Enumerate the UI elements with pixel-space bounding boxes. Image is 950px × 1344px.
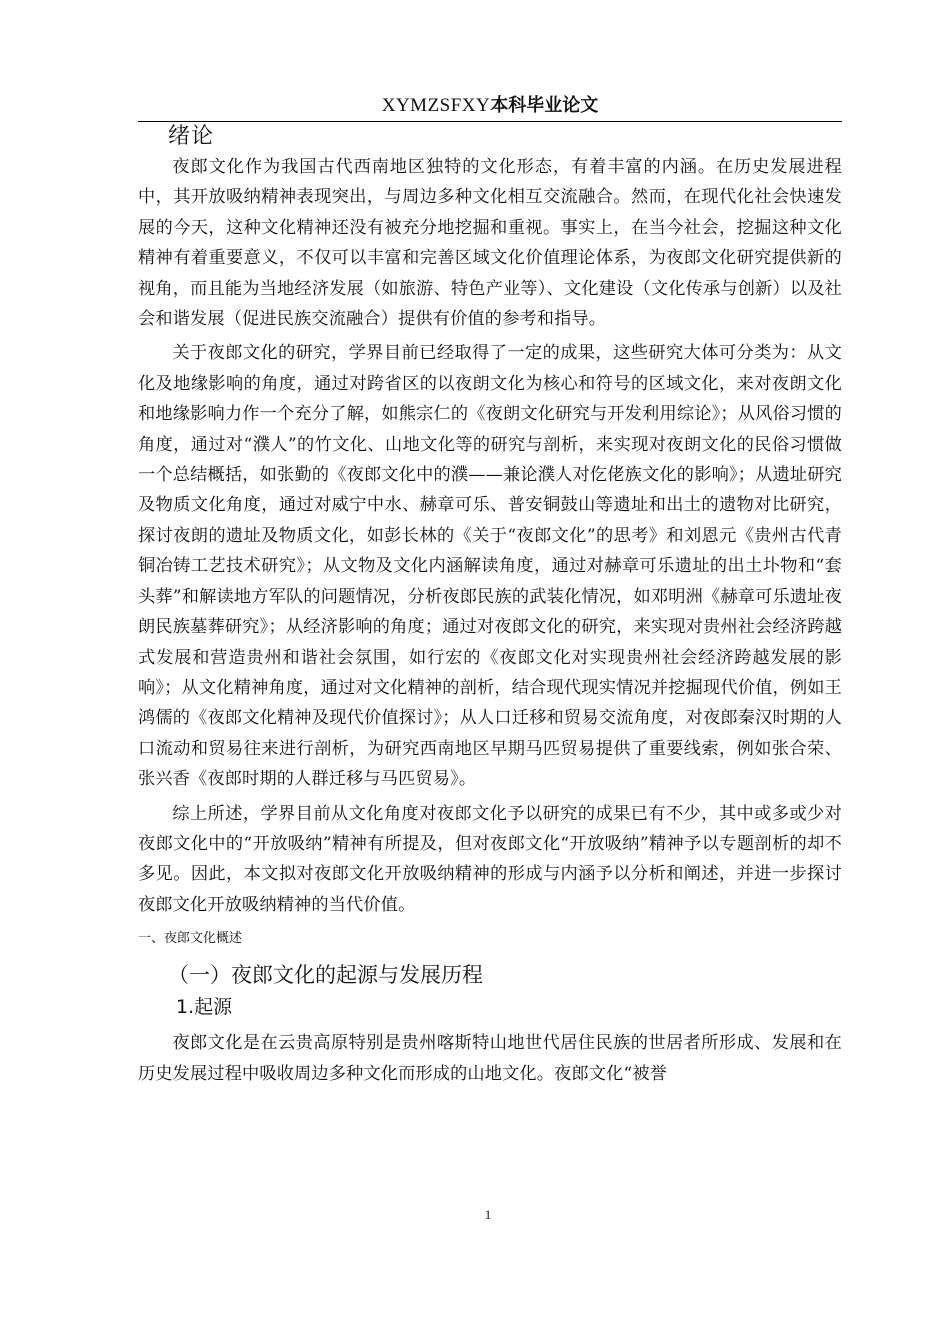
subsection-heading: （一）夜郎文化的起源与发展历程 bbox=[168, 963, 483, 988]
origin-paragraph: 夜郎文化是在云贵高原特别是贵州喀斯特山地世代居住民族的世居者所形成、发展和在历史发展过程中吸收周边多种文化而形成的山地文化。夜郎文化“被誉 bbox=[138, 1033, 842, 1084]
page-number: 1 bbox=[484, 1207, 492, 1222]
intro-paragraph-3: 综上所述，学界目前从文化角度对夜郎文化予以研究的成果已有不少，其中或多或少对夜郎文化中的“开放吸纳”精神有所提及，但对夜郎文化“开放吸纳”精神予以专题剖析的却不多见。因此，本文拟对夜郎文化开放吸纳精神的形成与内涵予以分析和阐述，并进一步探讨夜郎文化开放吸纳精神的当代价值。 bbox=[138, 803, 842, 915]
document-body bbox=[138, 122, 842, 1089]
section-1-heading: 一、夜郎文化概述 bbox=[138, 931, 243, 947]
subsubsection-heading: 1.起源 bbox=[176, 996, 233, 1019]
header-label: 本科毕业论文 bbox=[490, 95, 599, 116]
header-code: XYMZSFXY bbox=[381, 95, 491, 116]
intro-paragraph-2: 关于夜郎文化的研究，学界目前已经取得了一定的成果，这些研究大体可分类为：从文化及地缘影响的角度，通过对跨省区的以夜朗文化为核心和符号的区域文化，来对夜朗文化和地缘影响力作一个充分了解，如熊宗仁的《夜朗文化研究与开发利用综论》；从风俗习惯的角度，通过对“濮人”的竹文化、山地文化等的研究与剖析，来实现对夜朗文化的民俗习惯做一个总结概括，如张勤的《夜郎文化中的濮——兼论濮人对仡佬族文化的影响》；从遗址研究及物质文化角度，通过对威宁中水、赫章可乐、普安铜鼓山等遗址和出土的遗物对比研究，探讨夜朗的遗址及物质文化，如彭长林的《关于“夜郎文化”的思考》和刘恩元《贵州古代青铜冶铸工艺技术研究》；从文物及文化内涵解读角度，通过对赫章可乐遗址的出土圤物和“套头葬”和解读地方军队的问题情况，分析夜郎民族的武装化情况，如邓明洲《赫章可乐遗址夜朗民族墓葬研究》；从经济影响的角度；通过对夜郎文化的研究，来实现对贵州社会经济跨越式发展和营造贵州和谐社会氛围，如行宏的《夜郎文化对实现贵州社会经济跨越发展的影响》；从文化精神角度，通过对文化精神的剖析，结合现代现实情况并挖掘现代价值，例如王鸿儒的《夜郎文化精神及现代价值探讨》；从人口迁移和贸易交流角度，对夜郎秦汉时期的人口流动和贸易往来进行剖析，为研究西南地区早期马匹贸易提供了重要线索，例如张合荣、张兴香《夜郎时期的人群迁移与马匹贸易》。 bbox=[138, 343, 842, 790]
intro-heading: 绪论 bbox=[168, 124, 215, 149]
intro-paragraph-1: 夜郎文化作为我国古代西南地区独特的文化形态，有着丰富的内涵。在历史发展进程中，其开放吸纳精神表现突出，与周边多种文化相互交流融合。然而，在现代化社会快速发展的今天，这种文化精神还没有被充分地挖掘和重视。事实上，在当今社会，挖掘这种文化精神有着重要意义，不仅可以丰富和完善区域文化价值理论体系，为夜郎文化研究提供新的视角，而且能为当地经济发展（如旅游、特色产业等）、文化建设（文化传承与创新）以及社会和谐发展（促进民族交流融合）提供有价值的参考和指导。 bbox=[138, 157, 842, 330]
page-header bbox=[138, 92, 842, 119]
